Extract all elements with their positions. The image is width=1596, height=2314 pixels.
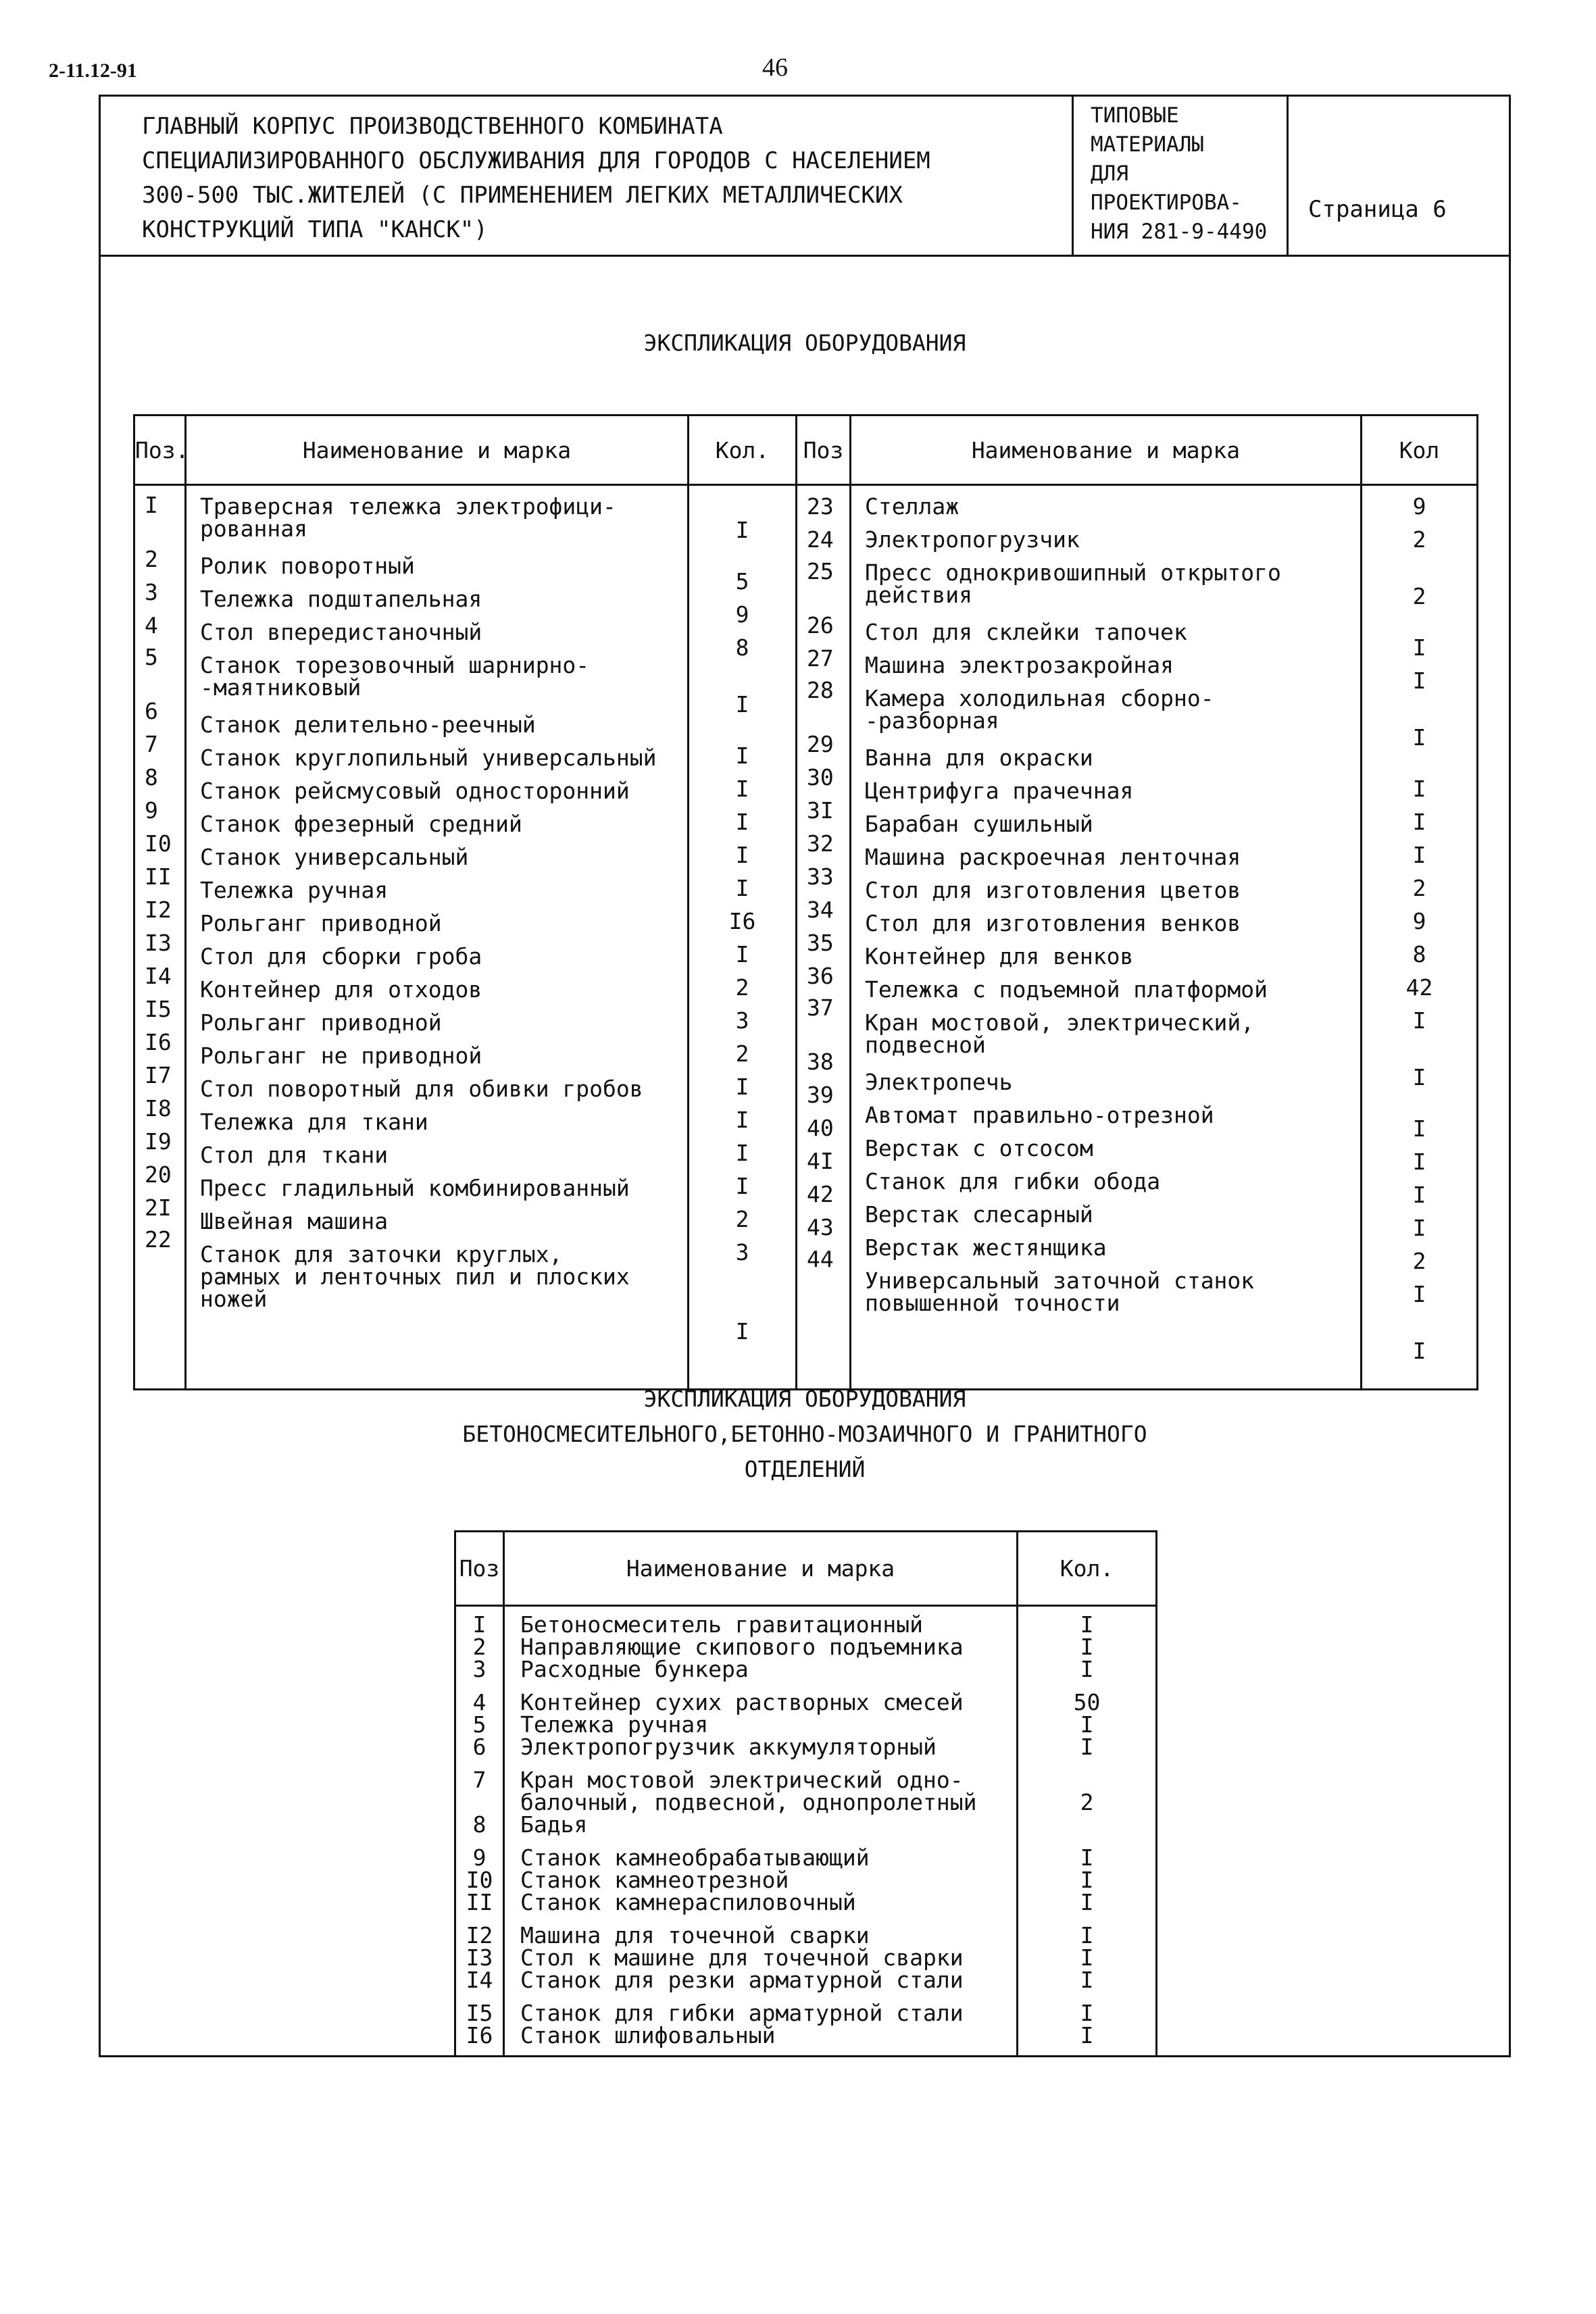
item-qty: I bbox=[735, 691, 749, 718]
item-qty: I bbox=[735, 1173, 749, 1199]
item-name: Траверсная тележка электрофици- рованная bbox=[200, 493, 616, 542]
t2-qty-column bbox=[1018, 1606, 1157, 2057]
item-qty: 2 bbox=[735, 974, 749, 1001]
item-name: Верстак жестянщика bbox=[865, 1234, 1107, 1261]
item-pos: 43 bbox=[807, 1214, 834, 1240]
item-qty: I bbox=[735, 1074, 749, 1100]
item-pos: 2I bbox=[145, 1194, 172, 1221]
item-pos: 20 bbox=[145, 1161, 172, 1188]
t2-item-qty: I bbox=[1080, 2000, 1094, 2026]
item-pos: 25 bbox=[807, 558, 834, 584]
item-qty: 5 bbox=[735, 568, 749, 595]
document-code: 2-11.12-91 bbox=[49, 59, 137, 82]
left-name-column bbox=[186, 485, 689, 1390]
t2-item-name: Станок шлифовальный bbox=[520, 2022, 776, 2048]
item-qty: 2 bbox=[1412, 1248, 1426, 1274]
item-name: Машина электрозакройная bbox=[865, 652, 1174, 678]
item-pos: I7 bbox=[145, 1062, 172, 1088]
item-pos: 36 bbox=[807, 963, 834, 989]
item-qty: 2 bbox=[735, 1040, 749, 1067]
t2-item-pos: 5 bbox=[472, 1711, 487, 1738]
item-qty: 2 bbox=[1412, 875, 1426, 901]
item-pos: 4 bbox=[145, 612, 158, 638]
item-qty: 42 bbox=[1405, 974, 1433, 1001]
t2-item-qty: 2 bbox=[1080, 1789, 1094, 1815]
item-qty: I bbox=[1412, 1281, 1426, 1307]
item-name: Рольганг приводной bbox=[200, 910, 442, 936]
left-pos-column bbox=[134, 485, 186, 1390]
title-block-divider bbox=[1287, 95, 1289, 257]
item-qty: I6 bbox=[728, 908, 756, 934]
project-title: ГЛАВНЫЙ КОРПУС ПРОИЗВОДСТВЕННОГО КОМБИНАТА СПЕЦИАЛИЗИРОВАННОГО ОБСЛУЖИВАНИЯ ДЛЯ ГОРОДОВ С НАСЕЛЕНИЕМ 300-500 ТЫС.ЖИТЕЛЕЙ (С ПРИМЕНЕНИЕМ ЛЕГКИХ МЕТАЛЛИЧЕСКИХ КОНСТРУКЦИЙ ТИПА "КАНСК") bbox=[142, 113, 930, 243]
item-qty: I bbox=[735, 941, 749, 967]
t2-item-qty: I bbox=[1080, 1611, 1094, 1638]
item-pos: 34 bbox=[807, 897, 834, 923]
item-name: Верстак слесарный bbox=[865, 1201, 1093, 1228]
t2-item-name: Тележка ручная bbox=[520, 1711, 709, 1738]
t2-item-name: Машина для точечной сварки bbox=[520, 1922, 870, 1948]
item-name: Тележка подштапельная bbox=[200, 586, 482, 612]
left-qty-column bbox=[689, 485, 797, 1390]
t2-item-pos: 2 bbox=[472, 1634, 487, 1660]
t2-item-pos: I bbox=[472, 1611, 487, 1638]
item-qty: I bbox=[1412, 776, 1426, 802]
table2-title bbox=[99, 1382, 1511, 1487]
item-pos: 26 bbox=[807, 612, 834, 638]
t2-item-pos: I5 bbox=[466, 2000, 493, 2026]
item-pos: I2 bbox=[145, 897, 172, 923]
t2-item-name: Бетоносмеситель гравитационный bbox=[520, 1611, 924, 1638]
item-qty: 3 bbox=[735, 1007, 749, 1034]
t2-item-name: Станок камнеобрабатывающий bbox=[520, 1844, 870, 1871]
item-name: Тележка для ткани bbox=[200, 1109, 428, 1135]
series-label: ТИПОВЫЕ МАТЕРИАЛЫ ДЛЯ ПРОЕКТИРОВА- НИЯ 281-9-4490 bbox=[1091, 103, 1268, 244]
item-pos: I3 bbox=[145, 930, 172, 956]
t2-item-name: Электропогрузчик аккумуляторный bbox=[520, 1734, 937, 1760]
t2-item-qty: I bbox=[1080, 1634, 1094, 1660]
t2-name-column bbox=[504, 1606, 1018, 2057]
item-qty: 2 bbox=[1412, 583, 1426, 609]
item-qty: 8 bbox=[1412, 941, 1426, 967]
item-pos: 32 bbox=[807, 830, 834, 857]
item-pos: II bbox=[145, 863, 172, 890]
item-name: Стол поворотный для обивки гробов bbox=[200, 1076, 643, 1102]
item-pos: 44 bbox=[807, 1246, 834, 1272]
item-name: Станок круглопильный универсальный bbox=[200, 745, 657, 771]
right-name-column bbox=[851, 485, 1362, 1390]
item-name: Ванна для окраски bbox=[865, 745, 1093, 771]
item-pos: 27 bbox=[807, 645, 834, 672]
item-pos: 29 bbox=[807, 731, 834, 757]
title-block-divider bbox=[1072, 95, 1074, 257]
item-name: Стол впередистаночный bbox=[200, 619, 482, 645]
t2-item-qty: I bbox=[1080, 1844, 1094, 1871]
item-pos: I4 bbox=[145, 963, 172, 989]
right-qty-column bbox=[1362, 485, 1478, 1390]
header-qty-right: Кол bbox=[1362, 416, 1478, 485]
item-qty: I bbox=[1412, 1115, 1426, 1142]
item-qty: 8 bbox=[735, 634, 749, 661]
t2-item-pos: 6 bbox=[472, 1734, 487, 1760]
item-qty: I bbox=[1412, 1338, 1426, 1364]
concrete-equipment-table bbox=[454, 1530, 1157, 2057]
item-qty: I bbox=[1412, 809, 1426, 835]
header-pos-right: Поз bbox=[797, 416, 851, 485]
item-qty: I bbox=[735, 1318, 749, 1344]
equipment-table bbox=[133, 414, 1478, 1390]
item-pos: 42 bbox=[807, 1181, 834, 1207]
item-qty: I bbox=[1412, 1064, 1426, 1090]
t2-item-pos: 8 bbox=[472, 1811, 487, 1838]
item-pos: 3 bbox=[145, 579, 158, 605]
page-number: 46 bbox=[762, 53, 788, 82]
item-name: Рольганг приводной bbox=[200, 1009, 442, 1036]
t2-item-pos: 4 bbox=[472, 1689, 487, 1715]
t2-item-pos: I6 bbox=[466, 2022, 493, 2048]
item-pos: I6 bbox=[145, 1029, 172, 1055]
item-pos: 6 bbox=[145, 698, 158, 724]
item-pos: 39 bbox=[807, 1082, 834, 1108]
item-qty: I bbox=[1412, 1007, 1426, 1034]
item-qty: 9 bbox=[1412, 908, 1426, 934]
t2-item-pos: I2 bbox=[466, 1922, 493, 1948]
item-name: Автомат правильно-отрезной bbox=[865, 1102, 1214, 1128]
item-pos: 37 bbox=[807, 995, 834, 1021]
item-name: Стол для склейки тапочек bbox=[865, 619, 1187, 645]
t2-item-name: Станок для резки арматурной стали bbox=[520, 1967, 964, 1993]
item-name: Станок для заточки круглых, рамных и ленточных пил и плоских ножей bbox=[200, 1241, 630, 1312]
item-qty: I bbox=[1412, 724, 1426, 751]
item-name: Станок фрезерный средний bbox=[200, 811, 522, 837]
sheet-page-label: Страница 6 bbox=[1308, 196, 1447, 223]
item-name: Электропогрузчик bbox=[865, 526, 1080, 553]
item-pos: 38 bbox=[807, 1049, 834, 1075]
t2-item-qty: I bbox=[1080, 1889, 1094, 1915]
item-name: Стол для сборки гроба bbox=[200, 943, 482, 970]
item-name: Станок торезовочный шарнирно- -маятниковый bbox=[200, 652, 590, 701]
t2-item-qty: I bbox=[1080, 1867, 1094, 1893]
item-qty: I bbox=[1412, 634, 1426, 661]
title-block bbox=[99, 95, 1511, 257]
item-qty: 2 bbox=[1412, 526, 1426, 553]
item-pos: 33 bbox=[807, 863, 834, 890]
item-pos: I9 bbox=[145, 1128, 172, 1155]
item-name: Контейнер для венков bbox=[865, 943, 1134, 970]
item-name: Машина раскроечная ленточная bbox=[865, 844, 1241, 870]
item-pos: 23 bbox=[807, 493, 834, 520]
item-qty: 3 bbox=[735, 1239, 749, 1265]
t2-item-name: Направляющие скипового подъемника bbox=[520, 1634, 964, 1660]
item-pos: 9 bbox=[145, 797, 158, 824]
item-pos: 8 bbox=[145, 764, 158, 790]
item-name: Барабан сушильный bbox=[865, 811, 1093, 837]
item-name: Станок делительно-реечный bbox=[200, 711, 536, 738]
item-pos: 4I bbox=[807, 1148, 834, 1174]
item-pos: 28 bbox=[807, 677, 834, 703]
item-pos: 3I bbox=[807, 797, 834, 824]
t2-item-qty: I bbox=[1080, 2022, 1094, 2048]
t2-item-qty: I bbox=[1080, 1922, 1094, 1948]
item-name: Тележка с подъемной платформой bbox=[865, 976, 1268, 1003]
header-pos-left: Поз. bbox=[134, 416, 186, 485]
t2-item-name: Стол к машине для точечной сварки bbox=[520, 1944, 964, 1971]
item-name: Контейнер для отходов bbox=[200, 976, 482, 1003]
t2-item-name: Бадья bbox=[520, 1811, 588, 1838]
item-qty: I bbox=[1412, 1149, 1426, 1175]
t2-item-name: Контейнер сухих растворных смесей bbox=[520, 1689, 964, 1715]
t2-header-pos: Поз bbox=[455, 1532, 504, 1606]
t2-pos-column bbox=[455, 1606, 504, 2057]
t2-item-qty: I bbox=[1080, 1967, 1094, 1993]
t2-item-name: Станок камнераспиловочный bbox=[520, 1889, 856, 1915]
item-qty: I bbox=[735, 517, 749, 543]
table1-title: ЭКСПЛИКАЦИЯ ОБОРУДОВАНИЯ bbox=[643, 330, 966, 356]
item-pos: 5 bbox=[145, 644, 158, 670]
item-qty: I bbox=[1412, 842, 1426, 868]
header-name-right: Наименование и марка bbox=[851, 416, 1362, 485]
t2-header-qty: Кол. bbox=[1018, 1532, 1157, 1606]
t2-item-pos: 3 bbox=[472, 1656, 487, 1682]
item-pos: 40 bbox=[807, 1115, 834, 1141]
item-name: Верстак с отсосом bbox=[865, 1135, 1093, 1161]
item-qty: I bbox=[735, 875, 749, 901]
item-name: Пресс гладильный комбинированный bbox=[200, 1175, 630, 1201]
t2-item-pos: I4 bbox=[466, 1967, 493, 1993]
t2-item-pos: I3 bbox=[466, 1944, 493, 1971]
item-name: Центрифуга прачечная bbox=[865, 778, 1134, 804]
item-qty: I bbox=[735, 809, 749, 835]
item-qty: 2 bbox=[735, 1206, 749, 1232]
item-qty: I bbox=[735, 1140, 749, 1166]
t2-item-qty: 50 bbox=[1073, 1689, 1101, 1715]
t2-item-pos: 9 bbox=[472, 1844, 487, 1871]
right-pos-column bbox=[797, 485, 851, 1390]
t2-item-qty: I bbox=[1080, 1944, 1094, 1971]
item-name: Универсальный заточной станок повышенной точности bbox=[865, 1267, 1255, 1316]
item-name: Стеллаж bbox=[865, 493, 959, 520]
item-name: Стол для изготовления цветов bbox=[865, 877, 1241, 903]
item-pos: 30 bbox=[807, 764, 834, 790]
t2-item-pos: II bbox=[466, 1889, 493, 1915]
t2-item-name: Станок камнеотрезной bbox=[520, 1867, 789, 1893]
item-name: Стол для изготовления венков bbox=[865, 910, 1241, 936]
item-qty: I bbox=[735, 842, 749, 868]
item-pos: 35 bbox=[807, 930, 834, 956]
item-qty: 9 bbox=[735, 601, 749, 628]
item-name: Электропечь bbox=[865, 1069, 1013, 1095]
item-qty: I bbox=[735, 743, 749, 769]
t2-header-name: Наименование и марка bbox=[504, 1532, 1018, 1606]
item-name: Станок рейсмусовый односторонний bbox=[200, 778, 630, 804]
item-qty: I bbox=[1412, 1182, 1426, 1208]
item-pos: I0 bbox=[145, 830, 172, 857]
item-name: Тележка ручная bbox=[200, 877, 389, 903]
item-name: Швейная машина bbox=[200, 1208, 389, 1234]
t2-item-name: Кран мостовой электрический одно- балочный, подвесной, однопролетный bbox=[520, 1767, 977, 1815]
item-pos: I8 bbox=[145, 1095, 172, 1122]
t2-item-pos: I0 bbox=[466, 1867, 493, 1893]
item-name: Стол для ткани bbox=[200, 1142, 389, 1168]
item-qty: I bbox=[735, 1107, 749, 1133]
item-pos: I bbox=[145, 492, 158, 518]
item-pos: 2 bbox=[145, 546, 158, 572]
table2-title-text: ЭКСПЛИКАЦИЯ ОБОРУДОВАНИЯ БЕТОНОСМЕСИТЕЛЬНОГО,БЕТОННО-МОЗАИЧНОГО И ГРАНИТНОГО ОТДЕЛЕНИЙ bbox=[462, 1386, 1147, 1482]
t2-item-qty: I bbox=[1080, 1734, 1094, 1760]
item-name: Рольганг не приводной bbox=[200, 1042, 482, 1069]
t2-item-name: Станок для гибки арматурной стали bbox=[520, 2000, 964, 2026]
t2-item-name: Расходные бункера bbox=[520, 1656, 749, 1682]
item-name: Станок для гибки обода bbox=[865, 1168, 1161, 1194]
t2-item-qty: I bbox=[1080, 1656, 1094, 1682]
header-name-left: Наименование и марка bbox=[186, 416, 689, 485]
item-pos: 24 bbox=[807, 526, 834, 553]
t2-item-qty bbox=[1019, 1813, 1155, 1836]
item-name: Пресс однокривошипный открытого действия bbox=[865, 559, 1281, 608]
header-qty-left: Кол. bbox=[689, 416, 797, 485]
item-pos: 7 bbox=[145, 731, 158, 757]
item-qty: I bbox=[1412, 1215, 1426, 1241]
item-qty: I bbox=[1412, 668, 1426, 694]
item-pos: I5 bbox=[145, 996, 172, 1022]
item-qty: I bbox=[735, 776, 749, 802]
item-pos: 22 bbox=[145, 1226, 172, 1253]
item-name: Кран мостовой, электрический, подвесной bbox=[865, 1009, 1255, 1058]
item-name: Станок универсальный bbox=[200, 844, 469, 870]
item-name: Ролик поворотный bbox=[200, 553, 415, 579]
t2-item-qty: I bbox=[1080, 1711, 1094, 1738]
t2-item-pos: 7 bbox=[472, 1767, 487, 1793]
item-name: Камера холодильная сборно- -разборная bbox=[865, 685, 1214, 734]
item-qty: 9 bbox=[1412, 493, 1426, 520]
